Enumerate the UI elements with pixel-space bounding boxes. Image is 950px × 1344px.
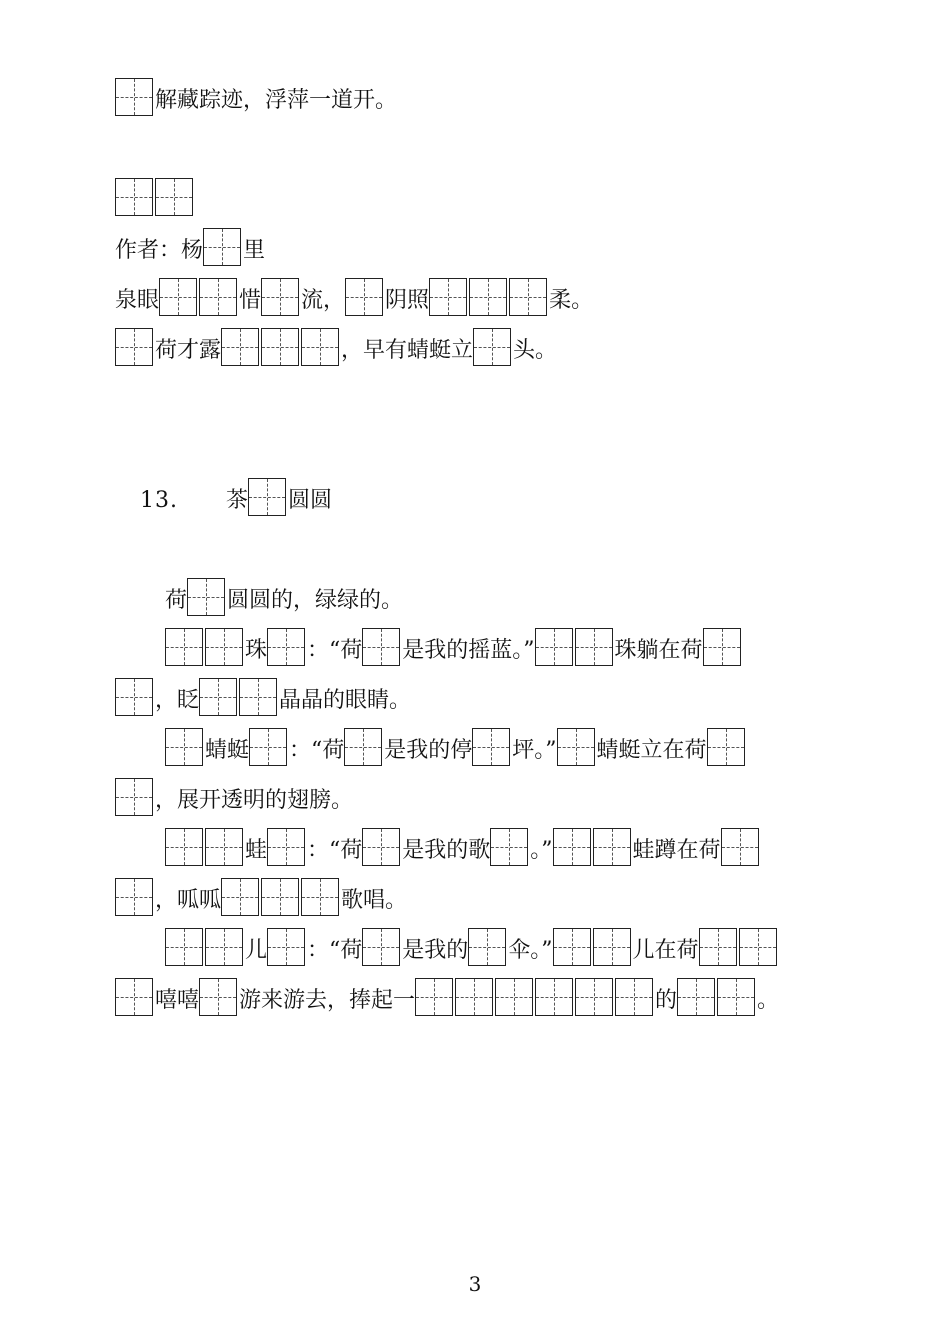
- body-text: 是我的歌: [402, 838, 491, 863]
- page-number: 3: [468, 1272, 482, 1296]
- blank-box[interactable]: [267, 628, 305, 666]
- blank-box[interactable]: [703, 628, 741, 666]
- blank-box[interactable]: [115, 978, 153, 1016]
- blank-box[interactable]: [615, 978, 653, 1016]
- blank-box[interactable]: [575, 628, 613, 666]
- body-text: 。”: [530, 838, 553, 863]
- blank-box[interactable]: [739, 928, 777, 966]
- blank-box[interactable]: [267, 828, 305, 866]
- blank-box[interactable]: [159, 278, 197, 316]
- blank-box[interactable]: [455, 978, 493, 1016]
- blank-box[interactable]: [344, 728, 382, 766]
- body-text: 嘻嘻: [155, 988, 200, 1013]
- body-text: 蛙: [245, 838, 268, 863]
- blank-box[interactable]: [205, 928, 243, 966]
- blank-box[interactable]: [115, 778, 153, 816]
- body-text: ：“荷: [307, 938, 363, 963]
- poem-text: ，早有蜻蜓立: [341, 338, 474, 363]
- blank-box[interactable]: [203, 228, 241, 266]
- blank-box[interactable]: [199, 678, 237, 716]
- blank-box[interactable]: [553, 928, 591, 966]
- author-prefix: 作者：杨: [115, 238, 204, 263]
- blank-box[interactable]: [509, 278, 547, 316]
- body-text: 歌唱。: [341, 888, 408, 913]
- poem-text: 头。: [513, 338, 558, 363]
- blank-box[interactable]: [165, 828, 203, 866]
- blank-box[interactable]: [362, 828, 400, 866]
- body-text: 儿: [245, 938, 268, 963]
- body-text: ：“荷: [307, 638, 363, 663]
- blank-box[interactable]: [165, 728, 203, 766]
- blank-box[interactable]: [469, 278, 507, 316]
- section-number: 13.: [140, 488, 178, 513]
- body-text: 的: [655, 988, 678, 1013]
- body-text: 荷: [165, 588, 188, 613]
- blank-box[interactable]: [415, 978, 453, 1016]
- blank-box[interactable]: [553, 828, 591, 866]
- section-title: 圆圆: [288, 488, 333, 513]
- body-text: ，眨: [155, 688, 200, 713]
- blank-box[interactable]: [221, 328, 259, 366]
- paragraph-5-line-1: [165, 922, 779, 966]
- body-text: 伞。”: [508, 938, 553, 963]
- blank-box[interactable]: [261, 878, 299, 916]
- body-text: ：“荷: [307, 838, 363, 863]
- body-text: 珠: [245, 638, 268, 663]
- blank-box[interactable]: [115, 878, 153, 916]
- section-title: 茶: [226, 488, 249, 513]
- body-text: 晶晶的眼睛。: [279, 688, 412, 713]
- blank-box[interactable]: [249, 728, 287, 766]
- poem-text: 流，: [301, 288, 346, 313]
- body-text: 圆圆的，绿绿的。: [227, 588, 404, 613]
- body-text: 蜻蜓立在荷: [596, 738, 707, 763]
- blank-box[interactable]: [301, 878, 339, 916]
- blank-box[interactable]: [165, 928, 203, 966]
- blank-box[interactable]: [301, 328, 339, 366]
- section-heading: [140, 472, 332, 516]
- blank-box[interactable]: [535, 978, 573, 1016]
- poem-text: 荷才露: [155, 338, 222, 363]
- body-text: 蜻蜓: [205, 738, 250, 763]
- blank-box[interactable]: [473, 328, 511, 366]
- body-text: 蛙蹲在荷: [632, 838, 721, 863]
- blank-box[interactable]: [205, 628, 243, 666]
- poem-line-2: [115, 272, 593, 316]
- blank-box[interactable]: [221, 878, 259, 916]
- poem-text: 阴照: [385, 288, 430, 313]
- blank-box[interactable]: [199, 278, 237, 316]
- blank-box[interactable]: [468, 928, 506, 966]
- paragraph-3-line-2: [115, 772, 353, 816]
- blank-box[interactable]: [248, 478, 286, 516]
- blank-box[interactable]: [490, 828, 528, 866]
- poem-text: 惜: [239, 288, 262, 313]
- blank-box[interactable]: [165, 628, 203, 666]
- blank-box[interactable]: [187, 578, 225, 616]
- blank-box[interactable]: [115, 78, 153, 116]
- poem-author-line: [115, 222, 265, 266]
- paragraph-3-line-1: [165, 722, 747, 766]
- blank-box[interactable]: [239, 678, 277, 716]
- blank-box[interactable]: [557, 728, 595, 766]
- paragraph-4-line-1: [165, 822, 761, 866]
- blank-box[interactable]: [362, 928, 400, 966]
- paragraph-5-line-2: [115, 972, 779, 1016]
- body-text: 是我的摇蓝。”: [402, 638, 535, 663]
- poem-line-1: [115, 72, 397, 116]
- blank-box[interactable]: [345, 278, 383, 316]
- paragraph-2-line-1: [165, 622, 743, 666]
- blank-box[interactable]: [699, 928, 737, 966]
- body-text: 游来游去，捧起一: [239, 988, 416, 1013]
- blank-box[interactable]: [261, 328, 299, 366]
- author-suffix: 里: [243, 238, 266, 263]
- poem-line-3: [115, 322, 557, 366]
- blank-box[interactable]: [115, 178, 153, 216]
- body-text: ：“荷: [289, 738, 345, 763]
- blank-box[interactable]: [721, 828, 759, 866]
- blank-box[interactable]: [593, 828, 631, 866]
- paragraph-2-line-2: [115, 672, 411, 716]
- poem-text: 柔。: [549, 288, 594, 313]
- blank-box[interactable]: [155, 178, 193, 216]
- body-text: 儿在荷: [632, 938, 699, 963]
- body-text: 是我的: [402, 938, 469, 963]
- blank-box[interactable]: [267, 928, 305, 966]
- body-text: ，展开透明的翅膀。: [155, 788, 354, 813]
- blank-box[interactable]: [205, 828, 243, 866]
- paragraph-4-line-2: [115, 872, 407, 916]
- blank-box[interactable]: [707, 728, 745, 766]
- body-text: ，呱呱: [155, 888, 222, 913]
- blank-box[interactable]: [429, 278, 467, 316]
- blank-box[interactable]: [495, 978, 533, 1016]
- blank-box[interactable]: [535, 628, 573, 666]
- poem-text: 泉眼: [115, 288, 160, 313]
- poem-text: 解藏踪迹，浮萍一道开。: [155, 88, 398, 113]
- blank-box[interactable]: [717, 978, 755, 1016]
- blank-box[interactable]: [472, 728, 510, 766]
- blank-box[interactable]: [115, 678, 153, 716]
- blank-box[interactable]: [261, 278, 299, 316]
- body-text: 珠躺在荷: [614, 638, 703, 663]
- blank-box[interactable]: [115, 328, 153, 366]
- body-text: 坪。”: [512, 738, 557, 763]
- poem-title-blanks: [115, 172, 195, 216]
- body-text: 是我的停: [384, 738, 473, 763]
- body-text: 。: [757, 988, 780, 1013]
- paragraph-1: [165, 572, 403, 616]
- blank-box[interactable]: [593, 928, 631, 966]
- blank-box[interactable]: [362, 628, 400, 666]
- blank-box[interactable]: [199, 978, 237, 1016]
- blank-box[interactable]: [575, 978, 613, 1016]
- blank-box[interactable]: [677, 978, 715, 1016]
